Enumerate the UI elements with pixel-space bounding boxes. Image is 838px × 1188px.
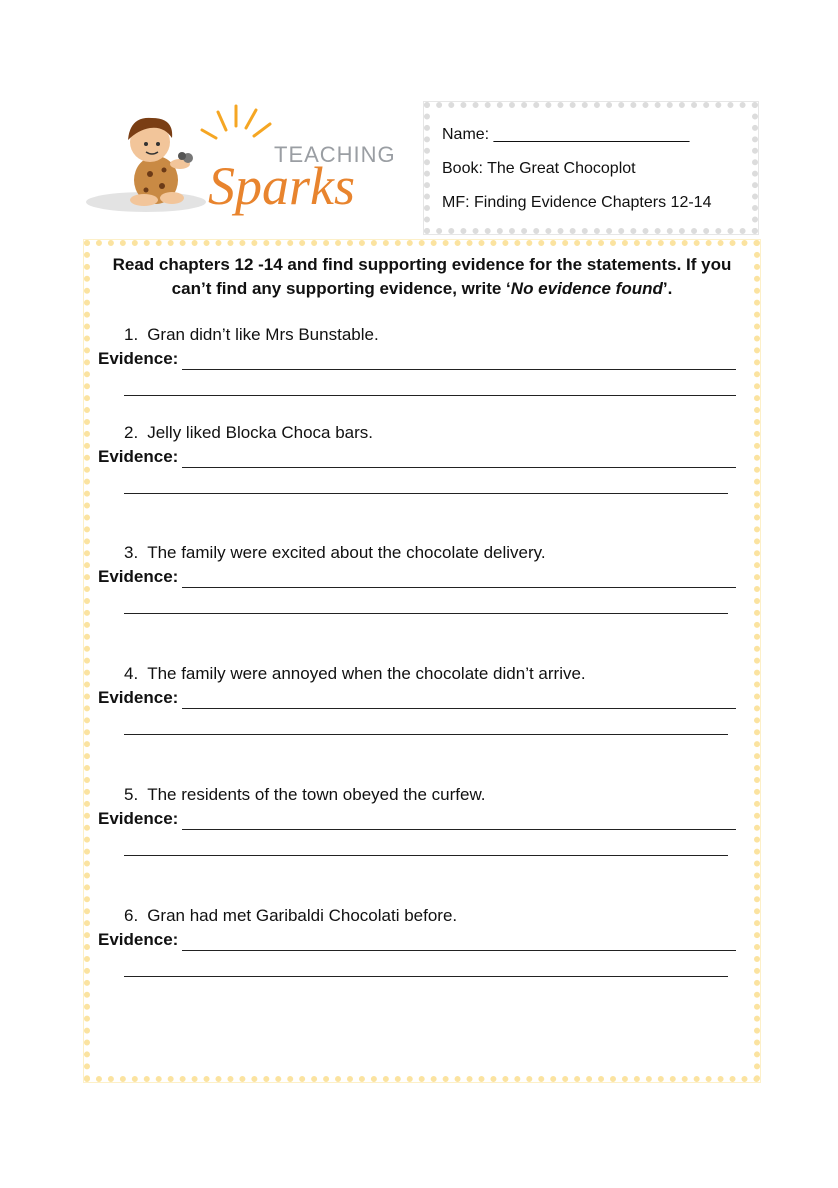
evidence-answer-line[interactable]	[182, 467, 736, 468]
name-field[interactable]: Name: ______________________	[442, 126, 690, 143]
question-3	[124, 543, 546, 563]
evidence-answer-line-2[interactable]	[124, 976, 728, 977]
question-number: 2.	[124, 423, 139, 442]
evidence-label: Evidence:	[98, 930, 179, 949]
evidence-answer-line-2[interactable]	[124, 613, 728, 614]
question-number: 4.	[124, 664, 139, 683]
mf-title: MF: Finding Evidence Chapters 12-14	[442, 194, 712, 211]
evidence-answer-line[interactable]	[182, 708, 736, 709]
question-1	[124, 325, 379, 345]
question-6	[124, 906, 457, 926]
svg-text:Sparks: Sparks	[208, 156, 355, 216]
evidence-answer-line[interactable]	[182, 950, 736, 951]
evidence-answer-line-2[interactable]	[124, 734, 728, 735]
evidence-answer-line-2[interactable]	[124, 855, 728, 856]
evidence-answer-line[interactable]	[182, 829, 736, 830]
evidence-answer-line-2[interactable]	[124, 493, 728, 494]
evidence-label: Evidence:	[98, 567, 179, 586]
question-number: 5.	[124, 785, 139, 804]
evidence-label: Evidence:	[98, 688, 179, 707]
worksheet-border	[84, 240, 760, 1082]
question-5	[124, 785, 486, 805]
instructions-line-1: Read chapters 12 -14 and find supporting evidence for the statements. If you	[112, 255, 732, 274]
caveman-mascot-icon	[84, 100, 394, 225]
evidence-answer-line[interactable]	[182, 587, 736, 588]
question-4	[124, 664, 586, 684]
evidence-answer-line[interactable]	[182, 369, 736, 370]
teaching-sparks-logo	[84, 100, 394, 225]
evidence-label: Evidence:	[98, 349, 179, 368]
instructions-line-2: can’t find any supporting evidence, write ‘No evidence found’.	[171, 279, 673, 298]
question-text: Gran had met Garibaldi Chocolati before.	[147, 906, 458, 925]
svg-text:TEACHING: TEACHING	[274, 142, 394, 167]
question-text: The family were excited about the chocolate delivery.	[147, 543, 546, 562]
evidence-answer-line-2[interactable]	[124, 395, 736, 396]
book-title: Book: The Great Chocoplot	[442, 160, 636, 177]
question-number: 6.	[124, 906, 139, 925]
question-text: The family were annoyed when the chocolate didn’t arrive.	[147, 664, 586, 683]
evidence-label: Evidence:	[98, 447, 179, 466]
question-2	[124, 423, 373, 443]
question-text: The residents of the town obeyed the curfew.	[147, 785, 486, 804]
student-info-box	[424, 102, 758, 234]
question-text: Jelly liked Blocka Choca bars.	[147, 423, 374, 442]
question-text: Gran didn’t like Mrs Bunstable.	[147, 325, 379, 344]
question-number: 3.	[124, 543, 139, 562]
instructions	[96, 253, 748, 301]
evidence-label: Evidence:	[98, 809, 179, 828]
question-number: 1.	[124, 325, 139, 344]
